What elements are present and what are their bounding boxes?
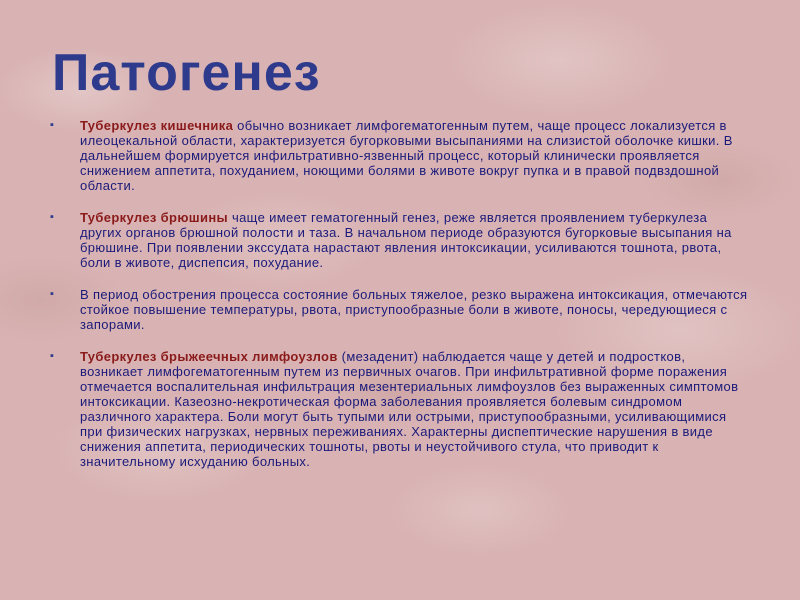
item-lead-term: Туберкулез брыжеечных лимфоузлов: [80, 349, 338, 364]
item-body-text: (мезаденит) наблюдается чаще у детей и подростков, возникает лимфогематогенным путем из первичных очагов. При инфильтративной форме поражения отмечается воспалительная инфильтрация мезентериальных лимфоузлов без выраженных симптомов интоксикации. Казеозно-некротическая форма заболевания проявляется болевым синдромом различного характера. Боли могут быть тупыми или острыми, приступообразными, усиливающимися при физических нагрузках, нервных переживаниях. Характерны диспептические нарушения в виде снижения аппетита, периодических тошноты, рвоты и неустойчивого стула, что приводит к значительному исхуданию больных.: [80, 349, 739, 469]
item-lead-term: Туберкулез кишечника: [80, 118, 234, 133]
bullet-list: [50, 118, 750, 486]
list-item: [50, 349, 750, 469]
item-body-text: чаще имеет гематогенный генез, реже является проявлением туберкулеза других органов брюшной полости и таза. В начальном периоде образуются бугорковые высыпания на брюшине. При появлении экссудата нарастают явления интоксикации, усиливаются тошнота, рвота, боли в животе, диспепсия, похудание.: [80, 210, 732, 270]
square-bullet-icon: ▪: [50, 211, 55, 223]
item-lead-term: Туберкулез брюшины: [80, 210, 228, 225]
square-bullet-icon: ▪: [50, 119, 55, 131]
item-body-text: обычно возникает лимфогематогенным путем, чаще процесс локализуется в илеоцекальной области, характеризуется бугорковыми высыпаниями на слизистой оболочке кишки. В дальнейшем формируется инфильтративно-язвенный процесс, который клинически проявляется снижением аппетита, похуданием, ноющими болями в животе вокруг пупка и в правой подвздошной области.: [80, 118, 733, 193]
item-body-text: В период обострения процесса состояние больных тяжелое, резко выражена интоксикация, отмечаются стойкое повышение температуры, рвота, приступообразные боли в животе, поносы, чередующиеся с запорами.: [80, 287, 748, 332]
slide-title: Патогенез: [52, 44, 321, 102]
list-item: [50, 287, 750, 332]
list-item: [50, 118, 750, 193]
square-bullet-icon: ▪: [50, 350, 55, 362]
square-bullet-icon: ▪: [50, 288, 55, 300]
list-item: [50, 210, 750, 270]
